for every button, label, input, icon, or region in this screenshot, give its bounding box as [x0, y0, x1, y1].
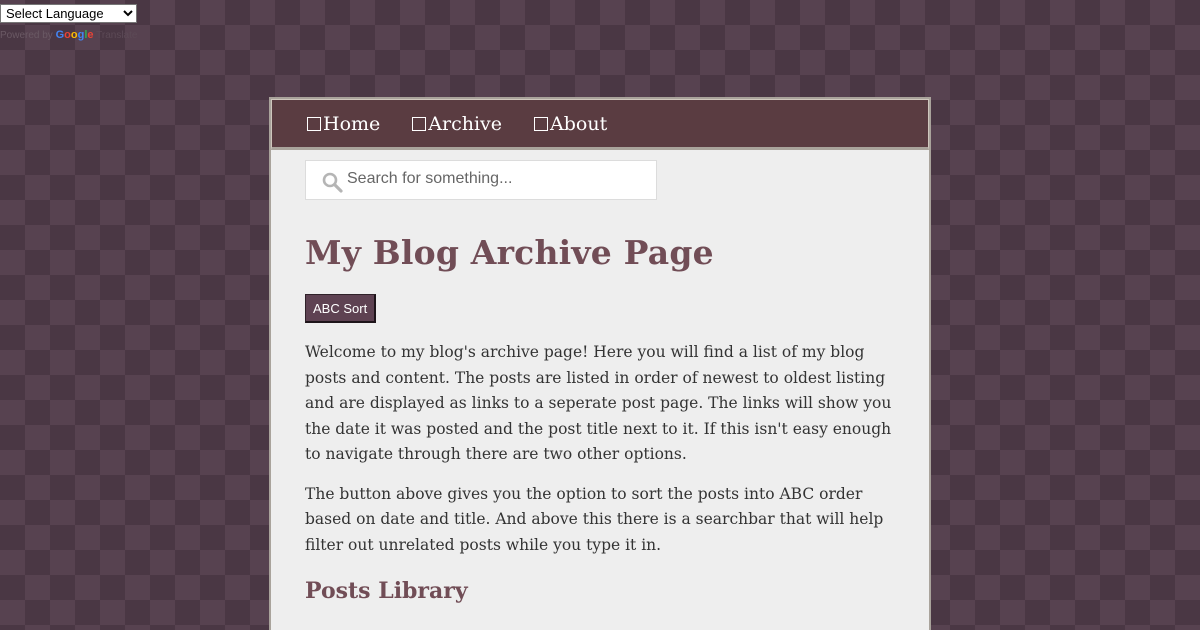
- google-logo-letter: e: [87, 29, 94, 41]
- google-logo-letter: o: [70, 29, 78, 41]
- checkbox-outline-icon: [412, 117, 426, 131]
- nav-link-about[interactable]: [534, 113, 607, 135]
- google-logo[interactable]: [56, 29, 94, 41]
- abc-sort-button[interactable]: ABC Sort: [305, 294, 376, 323]
- google-logo-letter: l: [84, 29, 88, 41]
- page-title: My Blog Archive Page: [305, 233, 714, 272]
- language-select[interactable]: [0, 4, 137, 23]
- powered-by-google: [0, 29, 137, 41]
- checkbox-outline-icon: [534, 117, 548, 131]
- nav-link-archive[interactable]: [412, 113, 502, 135]
- intro-paragraph: Welcome to my blog's archive page! Here you will find a list of my blog posts and content. The posts are listed in order of newest to oldest listing and are displayed as links to a seperate post page. The links will show you the date it was posted and the post title next to it. If this isn't easy enough to navigate through there are two other options.: [305, 343, 892, 463]
- main-panel: [269, 97, 931, 630]
- google-translate-widget: [0, 3, 137, 41]
- search-bar[interactable]: [305, 160, 657, 200]
- checkbox-outline-icon: [307, 117, 321, 131]
- main-content: [271, 150, 929, 604]
- nav-link-home[interactable]: [307, 113, 380, 135]
- google-logo-letter: g: [77, 29, 85, 41]
- search-input[interactable]: [345, 169, 649, 189]
- sort-info-paragraph: The button above gives you the option to sort the posts into ABC order based on date and title. And above this there is a searchbar that will help filter out unrelated posts while you type it in.: [305, 484, 884, 554]
- nav-link-label: About: [550, 112, 608, 135]
- posts-library-heading: Posts Library: [305, 578, 468, 604]
- powered-by-label: Powered by: [0, 30, 56, 41]
- nav-link-label: Home: [323, 112, 381, 135]
- translate-label: Translate: [93, 30, 138, 41]
- nav-link-label: Archive: [428, 112, 503, 135]
- search-icon: [321, 171, 345, 195]
- top-navbar: [271, 99, 929, 150]
- google-logo-letter: o: [64, 29, 71, 41]
- google-logo-letter: G: [55, 29, 65, 41]
